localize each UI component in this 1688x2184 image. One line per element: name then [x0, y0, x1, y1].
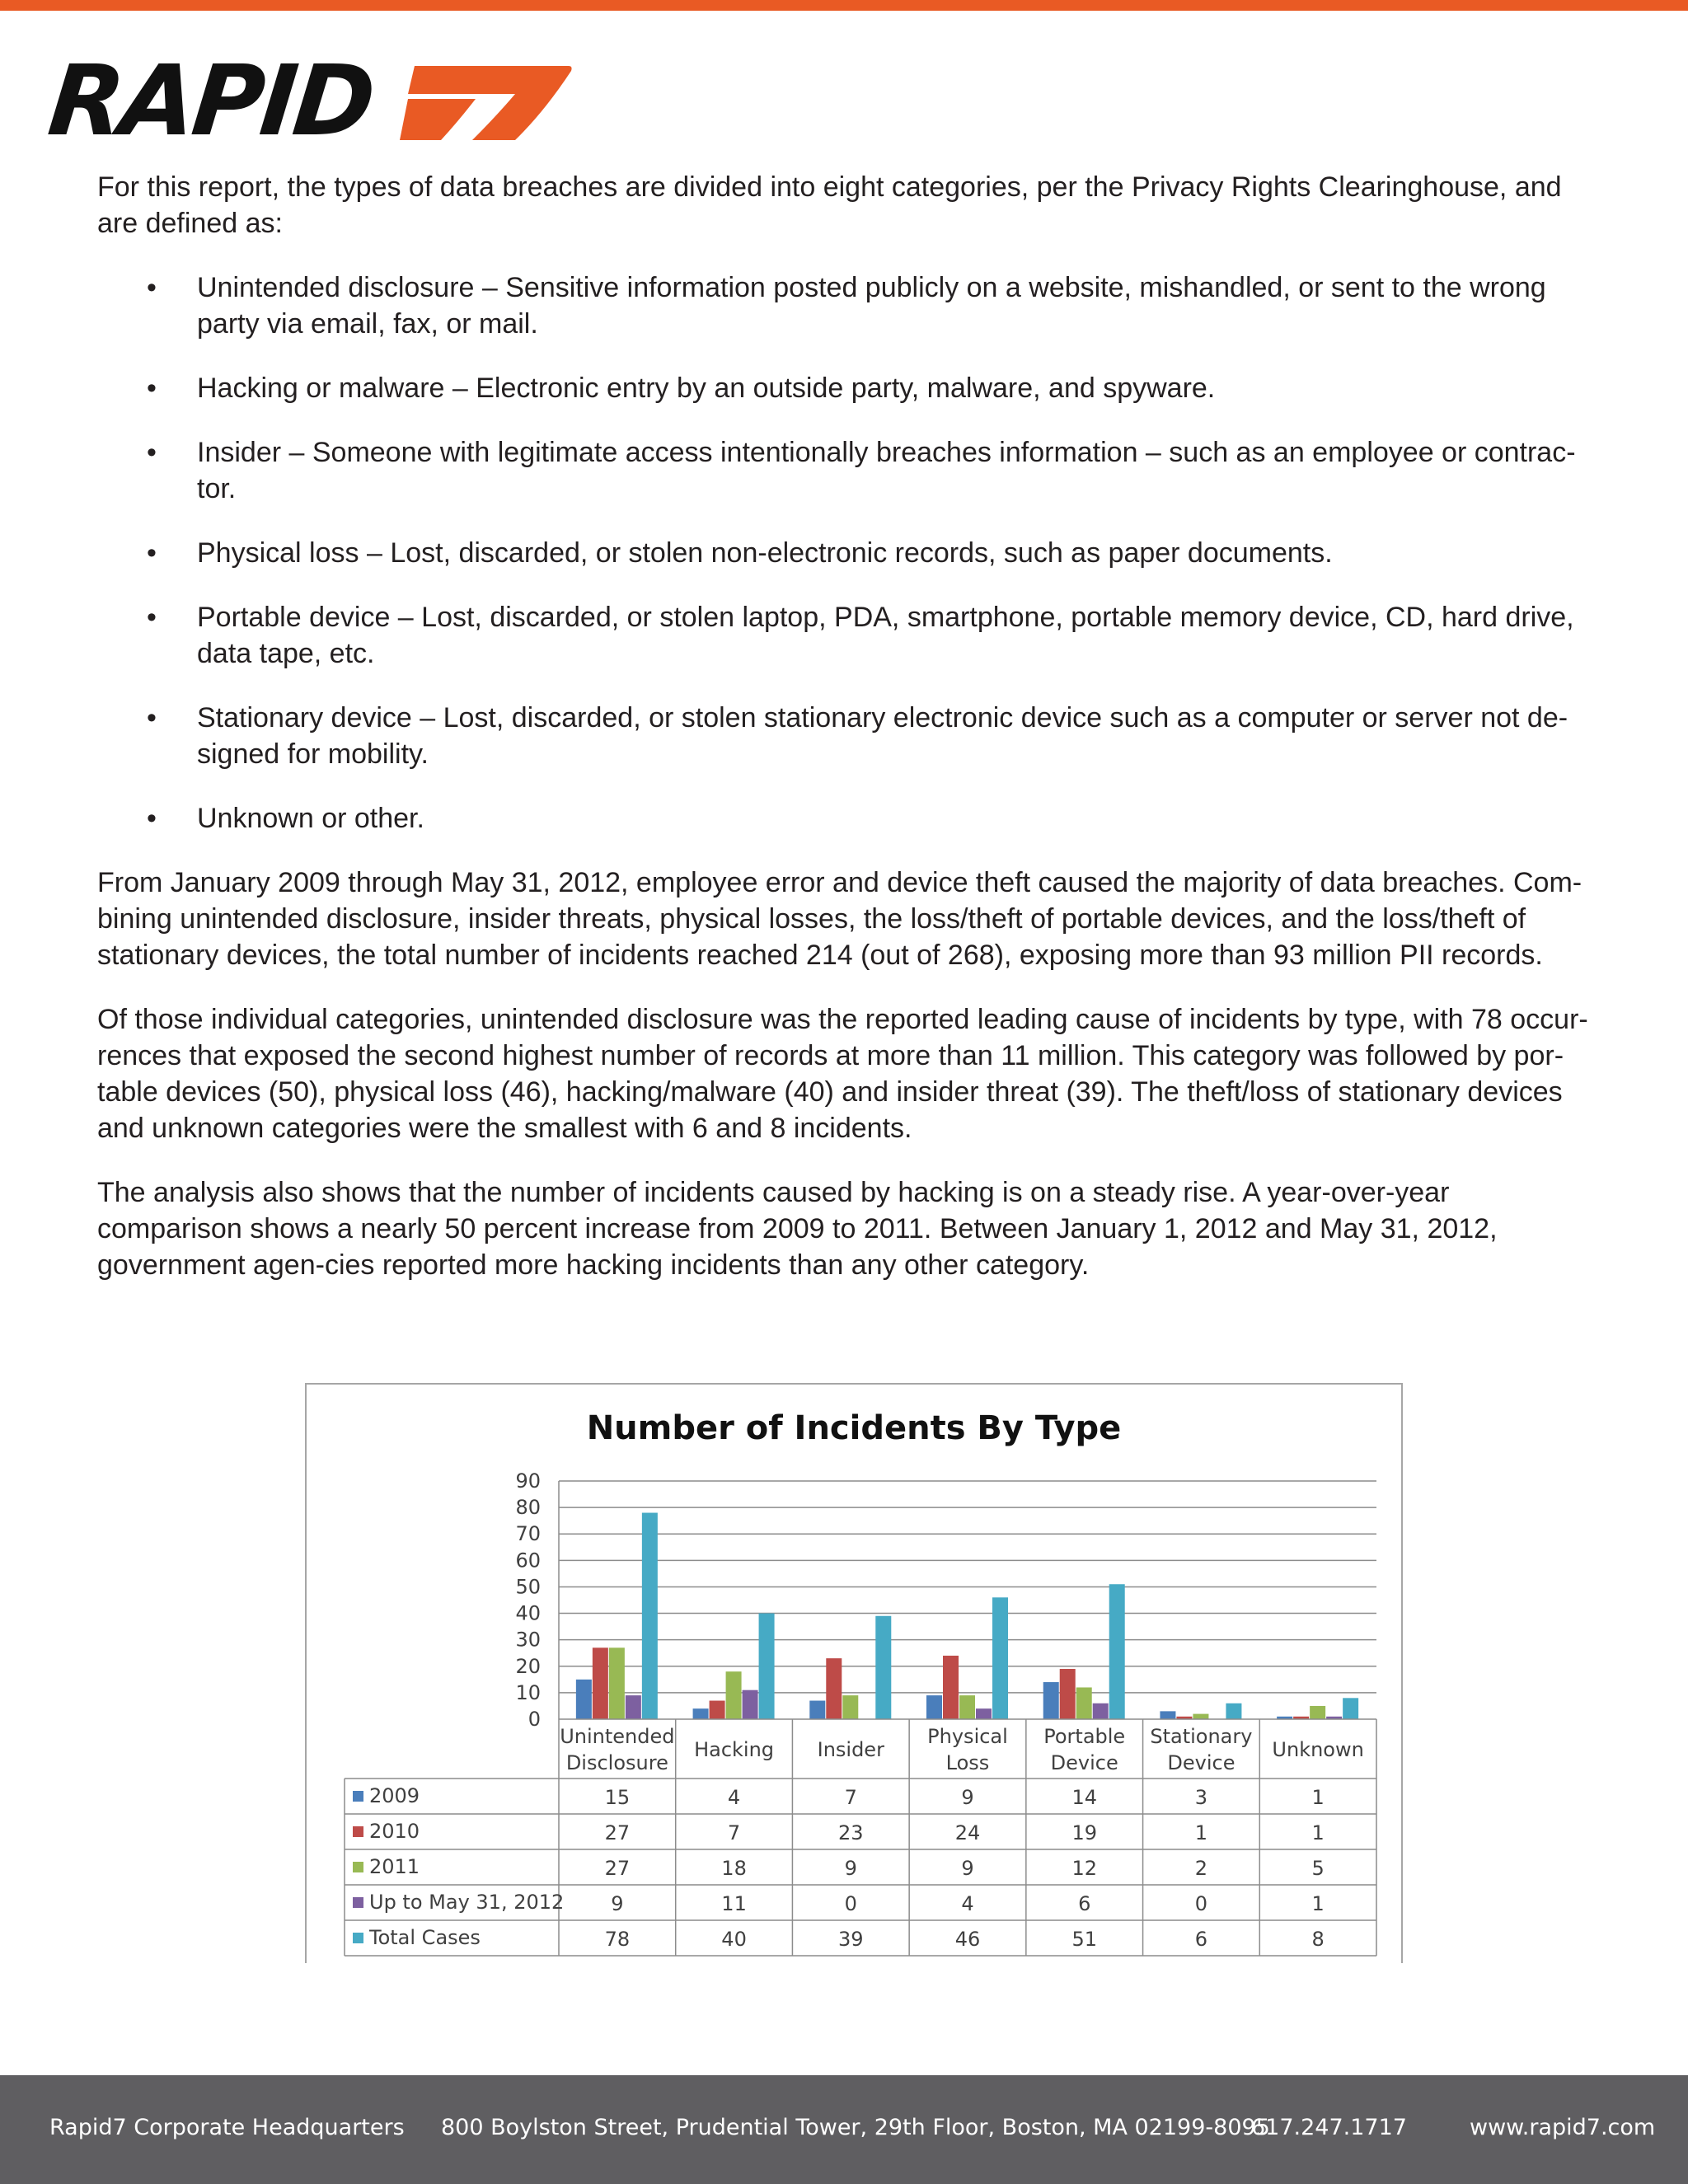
category-label: Disclosure — [565, 1751, 668, 1774]
bar — [1193, 1714, 1208, 1719]
legend-swatch — [353, 1933, 363, 1943]
data-label: 1 — [1194, 1821, 1208, 1844]
data-label: 1 — [1311, 1892, 1325, 1915]
category-list — [97, 269, 1593, 837]
legend-label: 2009 — [369, 1784, 420, 1807]
category-label: Insider — [817, 1738, 884, 1761]
bar — [1160, 1711, 1175, 1719]
data-label: 9 — [611, 1892, 624, 1915]
data-label: 0 — [844, 1892, 857, 1915]
bar — [1343, 1698, 1358, 1719]
data-label: 46 — [954, 1928, 981, 1951]
y-tick-label: 70 — [515, 1522, 541, 1546]
category-label: Unintended — [560, 1725, 675, 1748]
data-label: 2 — [1194, 1857, 1208, 1880]
data-label: 9 — [844, 1857, 857, 1880]
data-label: 24 — [954, 1821, 981, 1844]
data-label: 78 — [604, 1928, 631, 1951]
bar — [593, 1647, 608, 1719]
body-paragraph: Of those individual categories, unintended disclosure was the reported leading cause of incidents by type, with 78 occur-rences that exposed the second highest number of records at more than 11 million. This category was followed by por-table devices (50), physical loss (46), hacking/malware (40) and insider threat (39). The theft/loss of stationary devices and unknown categories were the smallest with 6 and 8 incidents. — [97, 1004, 1588, 1144]
category-label: Unknown — [1272, 1738, 1364, 1761]
category-label: Physical — [927, 1725, 1008, 1748]
data-label: 4 — [727, 1786, 741, 1809]
list-item: • Physical loss – Lost, discarded, or stolen non-electronic records, such as paper documents. — [97, 535, 1593, 571]
bar — [1310, 1706, 1325, 1719]
data-label: 1 — [1311, 1821, 1325, 1844]
data-label: 14 — [1071, 1786, 1097, 1809]
top-accent-bar — [0, 0, 1688, 11]
footer-company: Rapid7 Corporate Headquarters — [49, 2115, 405, 2140]
category-label: Loss — [945, 1751, 990, 1774]
bar — [626, 1695, 641, 1719]
list-item: • Unknown or other. — [97, 800, 1593, 837]
report-body — [97, 169, 1593, 1311]
data-label: 19 — [1071, 1821, 1097, 1844]
legend-swatch — [353, 1826, 363, 1837]
data-label: 6 — [1194, 1928, 1208, 1951]
data-label: 7 — [727, 1821, 741, 1844]
data-label: 5 — [1311, 1857, 1325, 1880]
list-item: • Portable device – Lost, discarded, or stolen laptop, PDA, smartphone, portable memory device, CD, hard drive, data tape, etc. — [97, 599, 1593, 672]
y-tick-label: 60 — [515, 1549, 541, 1572]
data-label: 18 — [721, 1857, 747, 1880]
legend-swatch — [353, 1791, 363, 1802]
y-tick-label: 20 — [515, 1654, 541, 1678]
data-label: 8 — [1311, 1928, 1325, 1951]
legend-swatch — [353, 1862, 363, 1872]
data-label: 27 — [604, 1857, 631, 1880]
legend-label: 2011 — [369, 1855, 420, 1878]
logo-wordmark: RAPID — [43, 44, 377, 157]
bar — [1226, 1704, 1241, 1719]
bar — [576, 1680, 592, 1719]
bar — [743, 1690, 758, 1719]
data-label: 7 — [844, 1786, 857, 1809]
legend-swatch — [353, 1897, 363, 1908]
bar — [1109, 1584, 1125, 1719]
footer-address: 800 Boylston Street, Prudential Tower, 29th Floor, Boston, MA 02199-8095 — [441, 2115, 1270, 2140]
list-item: • Stationary device – Lost, discarded, or stolen stationary electronic device such as a computer or server not de-signed for mobility. — [97, 700, 1593, 772]
page-footer — [0, 2075, 1688, 2184]
bar — [1076, 1687, 1092, 1719]
bar — [642, 1513, 658, 1719]
legend-label: 2010 — [369, 1820, 420, 1843]
bar — [926, 1695, 942, 1719]
bar — [875, 1616, 891, 1719]
bar — [609, 1647, 625, 1719]
intro-paragraph: For this report, the types of data breaches are divided into eight categories, per the Privacy Rights Clearinghouse, and are defined as: — [97, 171, 1562, 239]
bar — [710, 1701, 725, 1719]
legend-label: Total Cases — [369, 1926, 481, 1949]
y-tick-label: 50 — [515, 1575, 541, 1599]
incidents-chart — [305, 1383, 1403, 1963]
footer-website[interactable]: www.rapid7.com — [1470, 2115, 1656, 2140]
category-label: Stationary — [1150, 1725, 1253, 1748]
list-item: • Hacking or malware – Electronic entry by an outside party, malware, and spyware. — [97, 370, 1593, 406]
bar — [842, 1695, 858, 1719]
y-tick-label: 10 — [515, 1680, 541, 1704]
bar — [992, 1597, 1008, 1719]
data-label: 15 — [604, 1786, 631, 1809]
data-label: 1 — [1311, 1786, 1325, 1809]
data-label: 6 — [1078, 1892, 1091, 1915]
data-label: 9 — [961, 1786, 974, 1809]
bar — [1060, 1669, 1076, 1719]
bar — [726, 1671, 742, 1719]
y-tick-label: 90 — [515, 1469, 541, 1493]
bar — [1043, 1682, 1059, 1719]
bar — [959, 1695, 975, 1719]
category-label: Portable — [1043, 1725, 1126, 1748]
bar — [1093, 1704, 1109, 1719]
data-label: 27 — [604, 1821, 631, 1844]
chart-title: Number of Incidents By Type — [586, 1409, 1122, 1447]
data-label: 0 — [1194, 1892, 1208, 1915]
category-label: Device — [1167, 1751, 1236, 1774]
data-label: 11 — [721, 1892, 747, 1915]
bar — [693, 1708, 709, 1719]
data-label: 12 — [1071, 1857, 1097, 1880]
y-tick-label: 30 — [515, 1628, 541, 1652]
legend-label: Up to May 31, 2012 — [369, 1891, 565, 1914]
bar — [826, 1658, 842, 1719]
chart-canvas — [307, 1385, 1401, 1963]
y-tick-label: 40 — [515, 1601, 541, 1625]
body-paragraph: From January 2009 through May 31, 2012, employee error and device theft caused the majority of data breaches. Com-bining unintended disclosure, insider threats, physical losses, the loss/theft of portable devices, and the loss/theft of stationary devices, the total number of incidents reached 214 (out of 268), exposing more than 93 million PII records. — [97, 867, 1582, 971]
data-label: 40 — [721, 1928, 747, 1951]
data-label: 39 — [838, 1928, 864, 1951]
data-label: 4 — [961, 1892, 974, 1915]
bar — [759, 1614, 775, 1719]
data-label: 3 — [1194, 1786, 1208, 1809]
rapid7-logo — [43, 44, 528, 157]
body-paragraph: The analysis also shows that the number of incidents caused by hacking is on a steady rise. A year-over-year comparison shows a nearly 50 percent increase from 2009 to 2011. Between January 1, 2012 and May 31, 2012, government agen-cies reported more hacking incidents than any other category. — [97, 1177, 1498, 1281]
logo-seven-mark — [400, 63, 573, 145]
list-item: • Unintended disclosure – Sensitive information posted publicly on a website, mishandled, or sent to the wrong party via email, fax, or mail. — [97, 269, 1593, 342]
y-tick-label: 80 — [515, 1496, 541, 1520]
bar — [943, 1656, 959, 1719]
data-label: 9 — [961, 1857, 974, 1880]
category-label: Hacking — [694, 1738, 775, 1761]
data-label: 23 — [838, 1821, 864, 1844]
category-label: Device — [1050, 1751, 1118, 1774]
bar — [976, 1708, 992, 1719]
y-tick-label: 0 — [528, 1708, 541, 1731]
bar — [809, 1701, 825, 1719]
list-item: • Insider – Someone with legitimate access intentionally breaches information – such as an employee or contrac-tor. — [97, 434, 1593, 507]
data-label: 51 — [1071, 1928, 1097, 1951]
footer-phone: 617.247.1717 — [1251, 2115, 1407, 2140]
